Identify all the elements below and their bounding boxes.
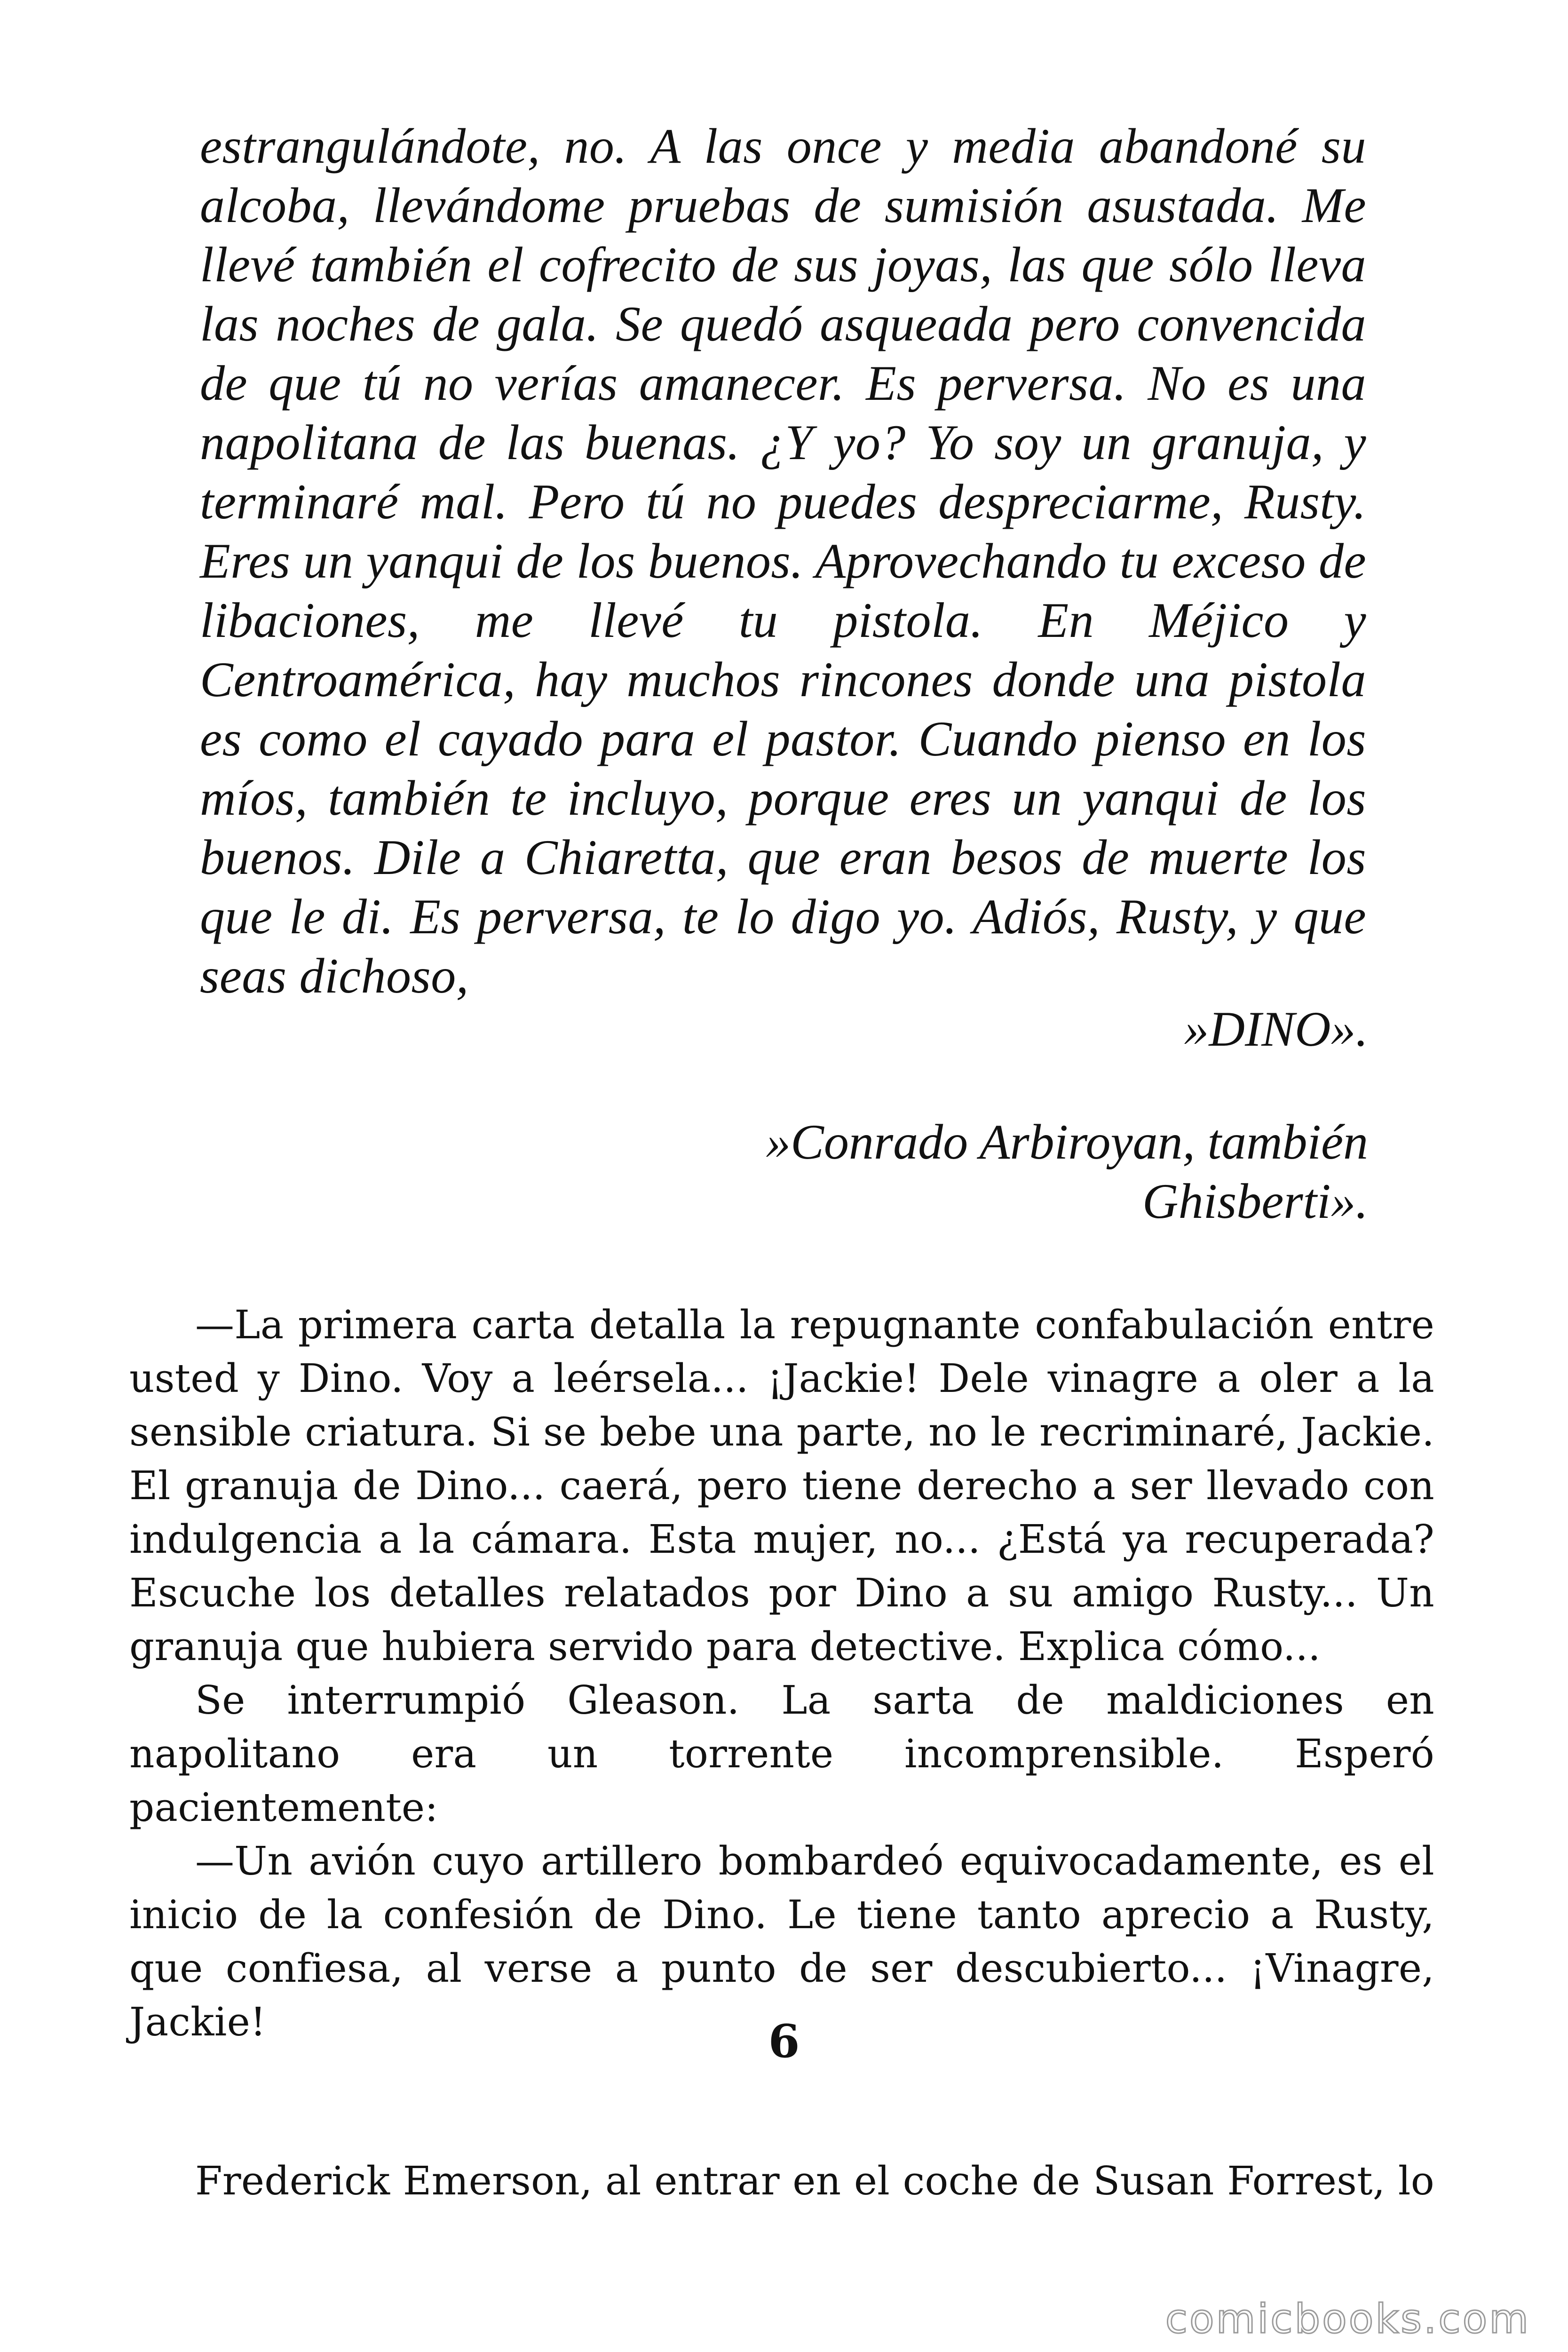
letter-body: estrangulándote, no. A las once y media abandoné su alcoba, llevándome pruebas de sumisión asustada. Me llevé también el cofrecito de sus joyas, las que sólo lleva las noches de gala. Se quedó asqueada pero convencida de que tú no verías amanecer. Es perversa. No es una napolitana de las buenas. ¿Y yo? Yo soy un granuja, y terminaré mal. Pero tú no puedes despreciarme, Rusty. Eres un yanqui de los buenos. Aprovechando tu exceso de libaciones, me llevé tu pistola. En Méjico y Centroamérica, hay muchos rincones donde una pistola es como el cayado para el pastor. Cuando pienso en los míos, también te incluyo, porque eres un yanqui de los buenos. Dile a Chiaretta, que eran besos de muerte los que le di. Es perversa, te lo digo yo. Adiós, Rusty, y que seas dichoso,	[200, 119, 1366, 1003]
next-chapter-text	[129, 2154, 1434, 2208]
paragraph: Frederick Emerson, al entrar en el coche de Susan Forrest, lo	[195, 2158, 1434, 2204]
signature-conrado-line-2: Ghisberti».	[1142, 1174, 1368, 1229]
paragraph: Se interrumpió Gleason. La sarta de maldiciones en napolitano era un torrente incomprensible. Esperó pacientemente:	[129, 1677, 1434, 1830]
dialogue-text-block	[129, 1298, 1434, 2049]
paragraph: —Un avión cuyo artillero bombardeó equivocadamente, es el inicio de la confesión de Dino. Le tiene tanto aprecio a Rusty, que confiesa, al verse a punto de ser descubierto... ¡Vinagre, Jackie!	[129, 1838, 1434, 2045]
chapter-heading: 6	[768, 2015, 800, 2068]
signature-conrado	[663, 1112, 1368, 1231]
signature-conrado-line-1: »Conrado Arbiroyan, también	[766, 1114, 1368, 1169]
letter-text-block	[200, 117, 1366, 1006]
signature-dino-text: »DINO».	[1184, 1001, 1368, 1057]
watermark-logo: comicbooks.com	[1165, 2296, 1530, 2343]
signature-dino	[663, 1000, 1368, 1059]
paragraph: —La primera carta detalla la repugnante confabulación entre usted y Dino. Voy a leérsela... ¡Jackie! Dele vinagre a oler a la sensible criatura. Si se bebe una parte, no le recriminaré, Jackie. El granuja de Dino... caerá, pero tiene derecho a ser llevado con indulgencia a la cámara. Esta mujer, no... ¿Está ya recuperada? Escuche los detalles relatados por Dino a su amigo Rusty... Un granuja que hubiera servido para detective. Explica cómo...	[129, 1302, 1434, 1669]
